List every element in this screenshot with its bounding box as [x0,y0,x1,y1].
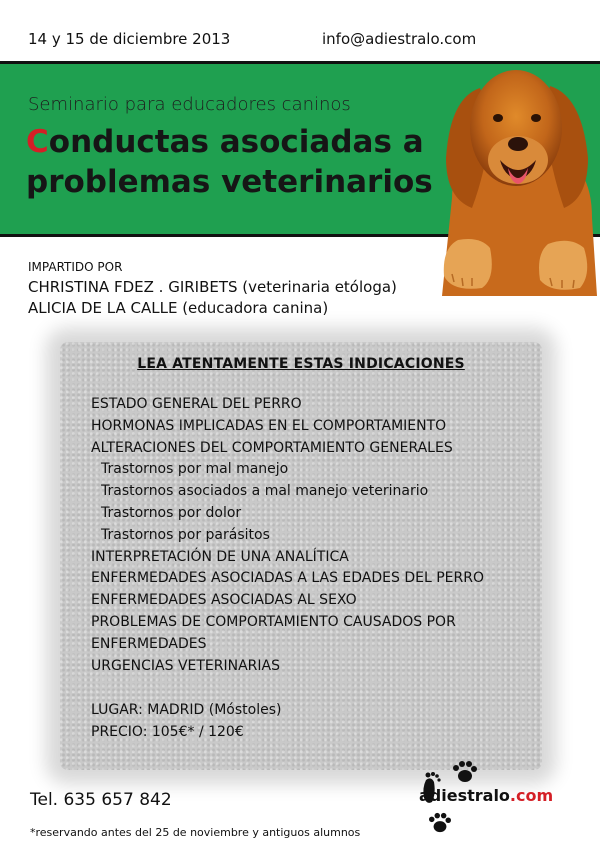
price-footnote: *reservando antes del 25 de noviembre y antiguos alumnos [30,826,361,839]
list-item: Trastornos por dolor [101,504,242,521]
instructor-1: CHRISTINA FDEZ . GIRIBETS (veterinaria etóloga) [28,278,397,296]
list-item: ENFERMEDADES ASOCIADAS AL SEXO [91,592,357,609]
instructor-2: ALICIA DE LA CALLE (educadora canina) [28,299,329,317]
location: LUGAR: MADRID (Móstoles) [91,702,282,718]
title-line1-rest: onductas asociadas a [48,124,424,160]
header-email: info@adiestralo.com [322,30,477,48]
list-item: HORMONAS IMPLICADAS EN EL COMPORTAMIENTO [91,417,447,434]
list-item: URGENCIAS VETERINARIAS [91,657,281,674]
brand-logo [419,786,553,805]
seminar-subtitle: Seminario para educadores caninos [28,94,351,115]
list-item: ENFERMEDADES [91,635,207,652]
list-item: ALTERACIONES DEL COMPORTAMIENTO GENERALES [91,439,453,456]
info-box [60,342,542,770]
topic-list [91,394,484,677]
list-item: Trastornos por parásitos [101,526,270,543]
title-first-letter: C [26,124,49,160]
phone-number: Tel. 635 657 842 [30,790,172,810]
paw-print-icon [428,812,452,834]
list-item: Trastornos por mal manejo [101,461,289,478]
list-item: ENFERMEDADES ASOCIADAS A LAS EDADES DEL PERRO [91,570,484,587]
seminar-title [26,122,466,202]
info-box-title: LEA ATENTAMENTE ESTAS INDICACIONES [137,356,465,372]
title-line2: problemas veterinarios [26,164,433,200]
header-date: 14 y 15 de diciembre 2013 [28,30,231,48]
logo-name: adiestralo [419,786,510,805]
paw-print-icon [452,760,478,784]
dog-illustration [432,48,600,296]
price: PRECIO: 105€* / 120€ [91,724,244,740]
instructors-label: IMPARTIDO POR [28,260,123,274]
list-item: ESTADO GENERAL DEL PERRO [91,396,302,412]
list-item: INTERPRETACIÓN DE UNA ANALÍTICA [91,548,349,565]
list-item: Trastornos asociados a mal manejo veterinario [101,483,429,500]
logo-domain: .com [509,786,554,805]
list-item: PROBLEMAS DE COMPORTAMIENTO CAUSADOS POR [91,613,456,630]
